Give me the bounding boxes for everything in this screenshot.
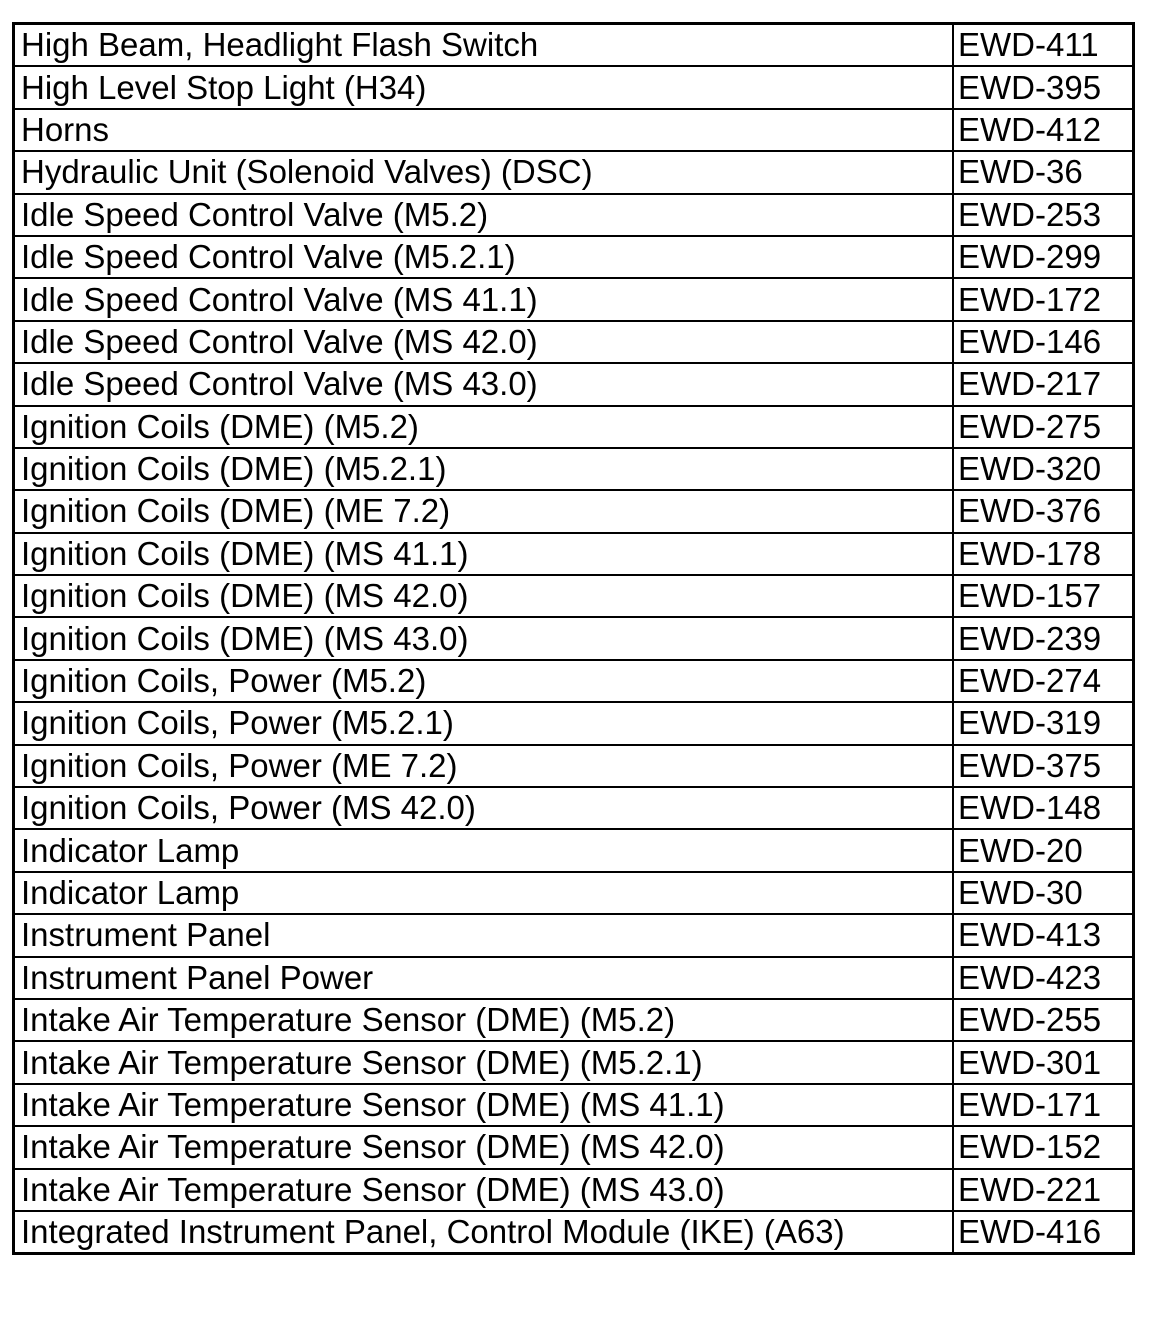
table-row bbox=[14, 109, 1134, 151]
diagram-reference-cell: EWD-255 bbox=[953, 999, 1133, 1041]
component-name-cell: Ignition Coils (DME) (M5.2.1) bbox=[14, 448, 954, 490]
diagram-reference-cell: EWD-172 bbox=[953, 278, 1133, 320]
diagram-reference-cell: EWD-376 bbox=[953, 490, 1133, 532]
table-row bbox=[14, 1084, 1134, 1126]
component-name-cell: Ignition Coils (DME) (MS 42.0) bbox=[14, 575, 954, 617]
diagram-reference-cell: EWD-239 bbox=[953, 617, 1133, 659]
component-index-body bbox=[14, 24, 1134, 1254]
diagram-reference-cell: EWD-416 bbox=[953, 1211, 1133, 1254]
diagram-reference-cell: EWD-152 bbox=[953, 1126, 1133, 1168]
table-row bbox=[14, 745, 1134, 787]
component-name-cell: Ignition Coils (DME) (MS 43.0) bbox=[14, 617, 954, 659]
table-row bbox=[14, 448, 1134, 490]
table-row bbox=[14, 1169, 1134, 1211]
component-name-cell: High Beam, Headlight Flash Switch bbox=[14, 24, 954, 67]
table-row bbox=[14, 406, 1134, 448]
component-name-cell: Ignition Coils, Power (MS 42.0) bbox=[14, 787, 954, 829]
diagram-reference-cell: EWD-275 bbox=[953, 406, 1133, 448]
table-row bbox=[14, 787, 1134, 829]
component-name-cell: Idle Speed Control Valve (MS 43.0) bbox=[14, 363, 954, 405]
component-name-cell: Ignition Coils (DME) (M5.2) bbox=[14, 406, 954, 448]
component-name-cell: Indicator Lamp bbox=[14, 872, 954, 914]
table-row bbox=[14, 872, 1134, 914]
component-name-cell: Ignition Coils, Power (M5.2) bbox=[14, 660, 954, 702]
component-name-cell: Instrument Panel Power bbox=[14, 957, 954, 999]
table-row bbox=[14, 957, 1134, 999]
table-row bbox=[14, 151, 1134, 193]
table-row bbox=[14, 1211, 1134, 1254]
component-name-cell: Instrument Panel bbox=[14, 914, 954, 956]
diagram-reference-cell: EWD-274 bbox=[953, 660, 1133, 702]
table-row bbox=[14, 363, 1134, 405]
table-row bbox=[14, 617, 1134, 659]
diagram-reference-cell: EWD-148 bbox=[953, 787, 1133, 829]
table-row bbox=[14, 321, 1134, 363]
component-name-cell: Idle Speed Control Valve (MS 42.0) bbox=[14, 321, 954, 363]
table-row bbox=[14, 829, 1134, 871]
table-row bbox=[14, 533, 1134, 575]
component-name-cell: Idle Speed Control Valve (M5.2) bbox=[14, 194, 954, 236]
component-name-cell: Intake Air Temperature Sensor (DME) (M5.2) bbox=[14, 999, 954, 1041]
diagram-reference-cell: EWD-301 bbox=[953, 1041, 1133, 1083]
diagram-reference-cell: EWD-157 bbox=[953, 575, 1133, 617]
table-row bbox=[14, 236, 1134, 278]
diagram-reference-cell: EWD-217 bbox=[953, 363, 1133, 405]
diagram-reference-cell: EWD-171 bbox=[953, 1084, 1133, 1126]
table-row bbox=[14, 702, 1134, 744]
table-row bbox=[14, 24, 1134, 67]
component-name-cell: Intake Air Temperature Sensor (DME) (M5.2.1) bbox=[14, 1041, 954, 1083]
table-row bbox=[14, 66, 1134, 108]
diagram-reference-cell: EWD-178 bbox=[953, 533, 1133, 575]
component-name-cell: Ignition Coils, Power (ME 7.2) bbox=[14, 745, 954, 787]
component-name-cell: High Level Stop Light (H34) bbox=[14, 66, 954, 108]
diagram-reference-cell: EWD-320 bbox=[953, 448, 1133, 490]
diagram-reference-cell: EWD-146 bbox=[953, 321, 1133, 363]
component-name-cell: Ignition Coils, Power (M5.2.1) bbox=[14, 702, 954, 744]
component-index-table bbox=[12, 22, 1135, 1255]
table-row bbox=[14, 999, 1134, 1041]
component-name-cell: Ignition Coils (DME) (ME 7.2) bbox=[14, 490, 954, 532]
diagram-reference-cell: EWD-221 bbox=[953, 1169, 1133, 1211]
table-row bbox=[14, 194, 1134, 236]
table-row bbox=[14, 660, 1134, 702]
diagram-reference-cell: EWD-395 bbox=[953, 66, 1133, 108]
diagram-reference-cell: EWD-375 bbox=[953, 745, 1133, 787]
diagram-reference-cell: EWD-30 bbox=[953, 872, 1133, 914]
component-name-cell: Indicator Lamp bbox=[14, 829, 954, 871]
table-row bbox=[14, 490, 1134, 532]
component-name-cell: Intake Air Temperature Sensor (DME) (MS 42.0) bbox=[14, 1126, 954, 1168]
component-name-cell: Intake Air Temperature Sensor (DME) (MS 43.0) bbox=[14, 1169, 954, 1211]
component-name-cell: Idle Speed Control Valve (M5.2.1) bbox=[14, 236, 954, 278]
diagram-reference-cell: EWD-412 bbox=[953, 109, 1133, 151]
diagram-reference-cell: EWD-423 bbox=[953, 957, 1133, 999]
component-name-cell: Idle Speed Control Valve (MS 41.1) bbox=[14, 278, 954, 320]
diagram-reference-cell: EWD-413 bbox=[953, 914, 1133, 956]
table-row bbox=[14, 1126, 1134, 1168]
diagram-reference-cell: EWD-319 bbox=[953, 702, 1133, 744]
diagram-reference-cell: EWD-36 bbox=[953, 151, 1133, 193]
component-name-cell: Hydraulic Unit (Solenoid Valves) (DSC) bbox=[14, 151, 954, 193]
diagram-reference-cell: EWD-20 bbox=[953, 829, 1133, 871]
table-row bbox=[14, 575, 1134, 617]
diagram-reference-cell: EWD-299 bbox=[953, 236, 1133, 278]
diagram-reference-cell: EWD-411 bbox=[953, 24, 1133, 67]
component-name-cell: Horns bbox=[14, 109, 954, 151]
component-name-cell: Intake Air Temperature Sensor (DME) (MS 41.1) bbox=[14, 1084, 954, 1126]
table-row bbox=[14, 914, 1134, 956]
component-name-cell: Ignition Coils (DME) (MS 41.1) bbox=[14, 533, 954, 575]
diagram-reference-cell: EWD-253 bbox=[953, 194, 1133, 236]
table-row bbox=[14, 1041, 1134, 1083]
table-row bbox=[14, 278, 1134, 320]
component-name-cell: Integrated Instrument Panel, Control Module (IKE) (A63) bbox=[14, 1211, 954, 1254]
